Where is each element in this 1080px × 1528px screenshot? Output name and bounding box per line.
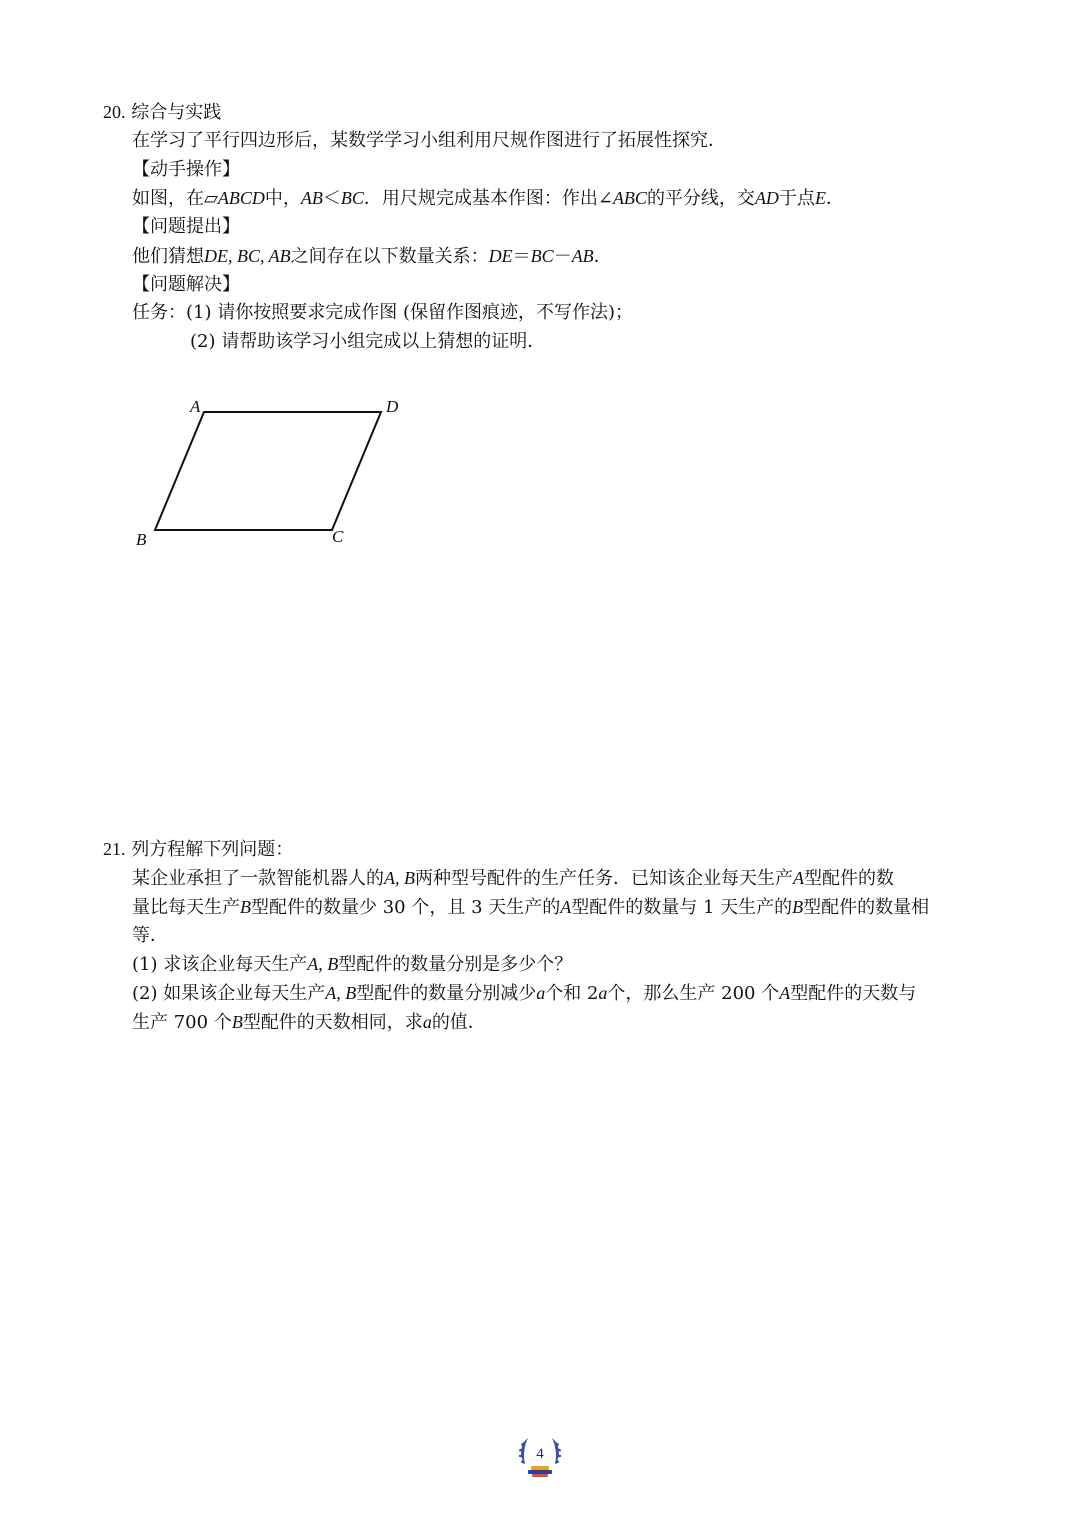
math-var: A, B: [384, 868, 415, 888]
vertex-label-d: D: [386, 397, 399, 416]
math-var: BC: [530, 246, 554, 266]
text-run: 型配件的数量少 30 个，且 3 天生产的: [251, 897, 561, 918]
parallelogram-abcd: [155, 412, 381, 530]
q20-intro: 在学习了平行四边形后，某数学学习小组利用尺规作图进行了拓展性探究．: [132, 130, 726, 151]
text-run: 某企业承担了一款智能机器人的: [132, 868, 384, 889]
math-op: ＝: [512, 246, 531, 267]
text-run: 型配件的数量分别减少: [356, 983, 537, 1004]
q21-subquestion-2-cont: [132, 1008, 486, 1037]
math-var: A: [560, 897, 572, 917]
text-run: 中，: [264, 188, 301, 209]
q21-paragraph-line-3: 等．: [132, 925, 168, 946]
math-var: B: [240, 897, 251, 917]
text-run: (1) 求该企业每天生产: [132, 954, 308, 975]
math-var: BC: [340, 188, 364, 208]
text-run: 型配件的天数相同，求: [242, 1012, 423, 1033]
vertex-label-c: C: [332, 527, 344, 546]
math-var: DE, BC, AB: [204, 246, 291, 266]
text-run: 个，那么生产 200 个: [607, 983, 780, 1004]
q21-number: 21.: [103, 839, 126, 859]
text-run: ．用尺规完成基本作图：作出: [363, 188, 598, 209]
text-run: 型配件的数量相: [803, 897, 930, 918]
math-var: AB: [571, 246, 594, 266]
math-op: －: [553, 246, 572, 267]
q20-title: 综合与实践: [131, 102, 222, 123]
q20-heading: [103, 98, 221, 127]
text-run: 如图，在: [132, 188, 204, 209]
math-var: a: [422, 1012, 432, 1032]
math-var: A, B: [307, 954, 339, 974]
math-var: E: [814, 188, 826, 208]
page-number: 4: [536, 1446, 544, 1462]
q20-operation-text: [132, 184, 844, 213]
text-run: 型配件的数: [804, 868, 894, 889]
text-run: 型配件的天数与: [790, 983, 917, 1004]
parallelogram-figure: [120, 385, 420, 550]
text-run: 两种型号配件的生产任务．已知该企业每天生产: [415, 868, 793, 889]
text-run: 他们猜想: [132, 246, 204, 267]
q20-number: 20.: [103, 102, 126, 122]
q21-paragraph-line-1: [132, 864, 894, 893]
text-run: 之间存在以下数量关系：: [290, 246, 489, 267]
q21-title: 列方程解下列问题：: [131, 839, 294, 860]
q20-section-question: 【问题提出】: [132, 216, 240, 237]
book-icon: [528, 1466, 552, 1477]
math-var: a: [536, 983, 546, 1003]
text-run: 个和 2: [545, 983, 599, 1004]
q21-subquestion-2: [132, 979, 916, 1008]
q21-subquestion-1: [132, 950, 572, 979]
q20-conjecture: [132, 242, 612, 271]
q20-section-solve: 【问题解决】: [132, 274, 240, 295]
text-run: 生产 700 个: [132, 1012, 232, 1033]
q20-task-1: 任务：(1) 请你按照要求完成作图 (保留作图痕迹，不写作法)；: [132, 302, 633, 323]
math-var: B: [792, 897, 804, 917]
page-number-badge: [514, 1432, 566, 1480]
q20-task-2: (2) 请帮助该学习小组完成以上猜想的证明．: [190, 331, 546, 352]
text-run: ．: [825, 188, 844, 209]
text-run: 于点: [778, 188, 815, 209]
text-run: 型配件的数量与 1 天生产的: [571, 897, 793, 918]
math-var: B: [231, 1012, 243, 1032]
parallelogram-symbol: ▱ABCD: [204, 188, 265, 208]
q21-paragraph-line-2: [132, 893, 929, 922]
text-run: 的值．: [431, 1012, 486, 1033]
angle-symbol: ∠ABC: [597, 188, 647, 208]
math-op: ＜: [322, 188, 341, 209]
q20-section-operation: 【动手操作】: [132, 159, 240, 180]
math-var: A, B: [325, 983, 357, 1003]
math-var: AB: [300, 188, 323, 208]
text-run: 型配件的数量分别是多少个？: [338, 954, 573, 975]
math-var: a: [598, 983, 608, 1003]
text-run: (2) 如果该企业每天生产: [132, 983, 326, 1004]
text-run: ．: [593, 246, 612, 267]
math-var: A: [779, 983, 791, 1003]
vertex-label-a: A: [190, 397, 201, 416]
q21-heading: [103, 835, 293, 864]
text-run: 的平分线，交: [646, 188, 755, 209]
math-var: A: [793, 868, 804, 888]
vertex-label-b: B: [136, 530, 147, 549]
math-var: AD: [754, 188, 779, 208]
math-var: DE: [488, 246, 513, 266]
text-run: 量比每天生产: [132, 897, 240, 918]
